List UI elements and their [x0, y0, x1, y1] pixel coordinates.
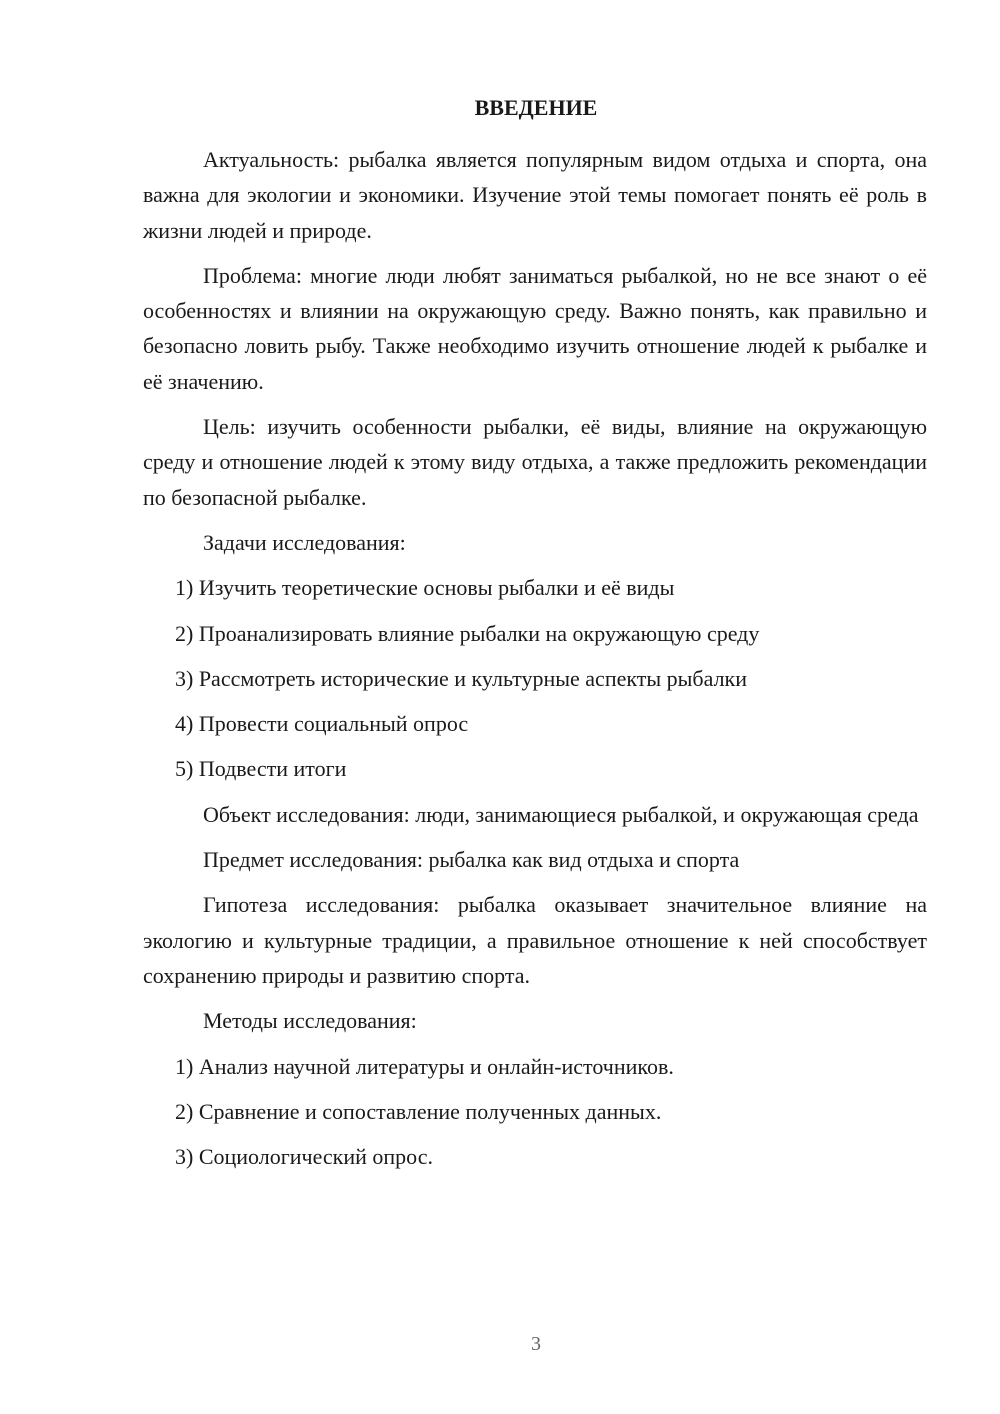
task-item: 2) Проанализировать влияние рыбалки на окружающую среду: [175, 620, 760, 646]
task-item: 4) Провести социальный опрос: [175, 711, 469, 737]
tasks-heading: Задачи исследования:: [203, 529, 406, 555]
subject-paragraph: Предмет исследования: рыбалка как вид отдыха и спорта: [203, 847, 740, 873]
methods-heading: Методы исследования:: [203, 1008, 417, 1034]
document-body: [143, 142, 927, 1184]
method-item: 3) Социологический опрос.: [175, 1144, 433, 1170]
problem-paragraph: Проблема: многие люди любят заниматься рыбалкой, но не все знают о её особенностях и влиянии на окружающую среду. Важно понять, как правильно и безопасно ловить рыбу. Также необходимо изучить отношение людей к рыбалке и её значению.: [143, 262, 927, 394]
hypothesis-paragraph: Гипотеза исследования: рыбалка оказывает значительное влияние на экологию и культурные традиции, а правильное отношение к ней способствует сохранению природы и развитию спорта.: [143, 892, 927, 988]
task-item: 1) Изучить теоретические основы рыбалки и её виды: [175, 575, 675, 601]
goal-paragraph: Цель: изучить особенности рыбалки, её виды, влияние на окружающую среду и отношение людей к этому виду отдыха, а также предложить рекомендации по безопасной рыбалке.: [143, 414, 927, 510]
section-title: ВВЕДЕНИЕ: [474, 95, 598, 120]
task-item: 3) Рассмотреть исторические и культурные аспекты рыбалки: [175, 665, 748, 691]
method-item: 1) Анализ научной литературы и онлайн-источников.: [175, 1053, 674, 1079]
method-item: 2) Сравнение и сопоставление полученных данных.: [175, 1098, 662, 1124]
page-number: 3: [531, 1333, 541, 1355]
task-item: 5) Подвести итоги: [175, 756, 347, 782]
relevance-paragraph: Актуальность: рыбалка является популярным видом отдыха и спорта, она важна для экологии и экономики. Изучение этой темы помогает понять её роль в жизни людей и природе.: [143, 147, 927, 243]
object-paragraph: Объект исследования: люди, занимающиеся рыбалкой, и окружающая среда: [203, 801, 919, 827]
